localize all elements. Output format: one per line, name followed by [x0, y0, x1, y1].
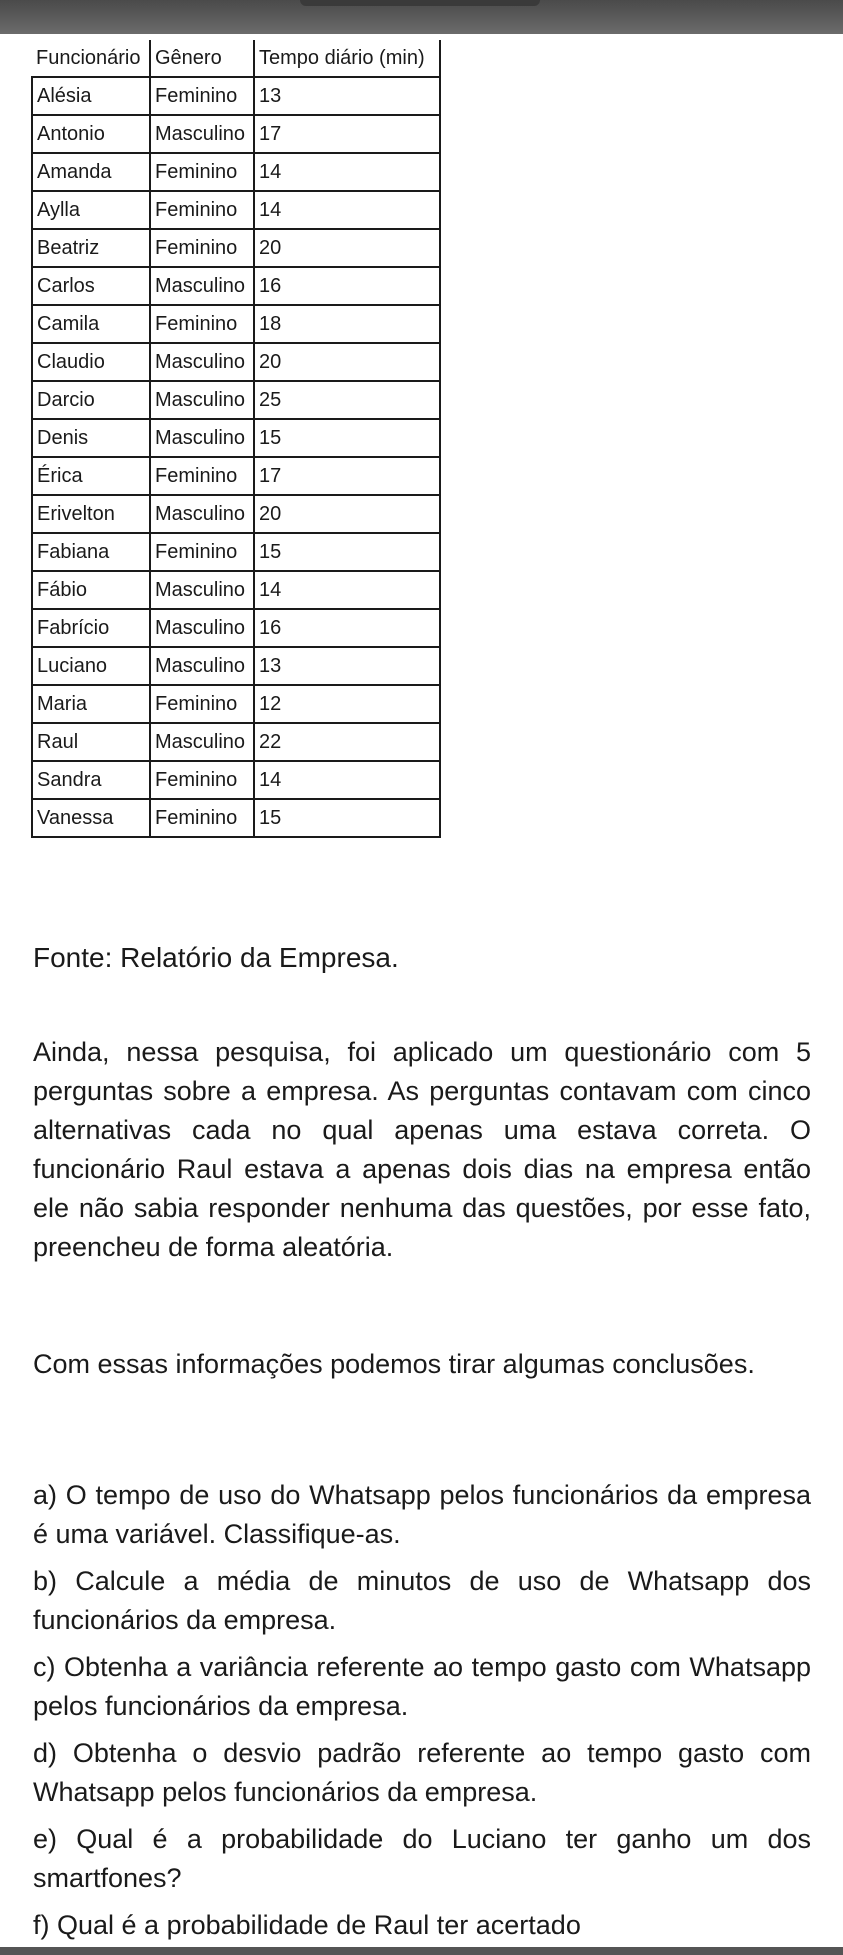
gender-cell: Feminino — [150, 229, 254, 267]
employee-name-cell: Erivelton — [32, 495, 150, 533]
daily-time-cell: 22 — [254, 723, 440, 761]
gender-cell: Feminino — [150, 153, 254, 191]
gender-cell: Feminino — [150, 457, 254, 495]
questions-list — [33, 1476, 811, 1953]
daily-time-cell: 17 — [254, 457, 440, 495]
daily-time-cell: 15 — [254, 799, 440, 837]
employee-name-cell: Maria — [32, 685, 150, 723]
gender-cell: Feminino — [150, 305, 254, 343]
bottom-edge-bar — [0, 1947, 843, 1955]
top-bar-notch — [300, 0, 540, 6]
table-row — [32, 419, 440, 457]
header-genero: Gênero — [150, 40, 254, 77]
header-funcionario: Funcionário — [32, 40, 150, 77]
gender-cell: Masculino — [150, 343, 254, 381]
employee-name-cell: Carlos — [32, 267, 150, 305]
employee-name-cell: Claudio — [32, 343, 150, 381]
employee-name-cell: Luciano — [32, 647, 150, 685]
question-d: d) Obtenha o desvio padrão referente ao tempo gasto com Whatsapp pelos funcionários da empresa. — [33, 1738, 811, 1807]
gender-cell: Masculino — [150, 609, 254, 647]
gender-cell: Masculino — [150, 419, 254, 457]
header-tempo: Tempo diário (min) — [254, 40, 440, 77]
daily-time-cell: 20 — [254, 495, 440, 533]
employee-name-cell: Fabiana — [32, 533, 150, 571]
question-a: a) O tempo de uso do Whatsapp pelos funcionários da empresa é uma variável. Classifique-as. — [33, 1480, 811, 1549]
daily-time-cell: 17 — [254, 115, 440, 153]
employee-name-cell: Raul — [32, 723, 150, 761]
employee-name-cell: Érica — [32, 457, 150, 495]
daily-time-cell: 15 — [254, 419, 440, 457]
gender-cell: Feminino — [150, 799, 254, 837]
question-b: b) Calcule a média de minutos de uso de Whatsapp dos funcionários da empresa. — [33, 1566, 811, 1635]
table-row — [32, 533, 440, 571]
table-row — [32, 229, 440, 267]
gender-cell: Masculino — [150, 115, 254, 153]
daily-time-cell: 13 — [254, 647, 440, 685]
employee-name-cell: Amanda — [32, 153, 150, 191]
table-row — [32, 647, 440, 685]
table-row — [32, 191, 440, 229]
table-row — [32, 571, 440, 609]
table-row — [32, 761, 440, 799]
gender-cell: Feminino — [150, 761, 254, 799]
table-row — [32, 153, 440, 191]
gender-cell: Feminino — [150, 685, 254, 723]
daily-time-cell: 14 — [254, 571, 440, 609]
employee-table-container — [31, 40, 441, 838]
employee-name-cell: Fabrício — [32, 609, 150, 647]
daily-time-cell: 20 — [254, 343, 440, 381]
table-body — [32, 40, 440, 837]
table-row — [32, 381, 440, 419]
table-row — [32, 115, 440, 153]
table-row — [32, 343, 440, 381]
paragraph-questionnaire: Ainda, nessa pesquisa, foi aplicado um questionário com 5 perguntas sobre a empresa. As perguntas contavam com cinco alternativas cada no qual apenas uma estava correta. O funcionário Raul estava a apenas dois dias na empresa então ele não sabia responder nenhuma das questões, por esse fato, preencheu de forma aleatória. — [33, 1037, 811, 1262]
daily-time-cell: 12 — [254, 685, 440, 723]
top-status-bar — [0, 0, 843, 34]
employee-name-cell: Aylla — [32, 191, 150, 229]
gender-cell: Feminino — [150, 191, 254, 229]
gender-cell: Masculino — [150, 723, 254, 761]
gender-cell: Masculino — [150, 267, 254, 305]
daily-time-cell: 14 — [254, 153, 440, 191]
gender-cell: Masculino — [150, 495, 254, 533]
gender-cell: Feminino — [150, 77, 254, 115]
employee-name-cell: Denis — [32, 419, 150, 457]
daily-time-cell: 25 — [254, 381, 440, 419]
employee-name-cell: Beatriz — [32, 229, 150, 267]
daily-time-cell: 16 — [254, 267, 440, 305]
table-row — [32, 267, 440, 305]
daily-time-cell: 20 — [254, 229, 440, 267]
gender-cell: Masculino — [150, 571, 254, 609]
daily-time-cell: 13 — [254, 77, 440, 115]
employee-name-cell: Sandra — [32, 761, 150, 799]
table-row — [32, 799, 440, 837]
table-row — [32, 609, 440, 647]
employee-name-cell: Vanessa — [32, 799, 150, 837]
question-c: c) Obtenha a variância referente ao tempo gasto com Whatsapp pelos funcionários da empresa. — [33, 1652, 811, 1721]
daily-time-cell: 14 — [254, 191, 440, 229]
daily-time-cell: 15 — [254, 533, 440, 571]
employee-name-cell: Alésia — [32, 77, 150, 115]
table-row — [32, 495, 440, 533]
gender-cell: Masculino — [150, 647, 254, 685]
employee-name-cell: Antonio — [32, 115, 150, 153]
table-row — [32, 305, 440, 343]
source-note: Fonte: Relatório da Empresa. — [33, 942, 399, 973]
employee-whatsapp-table — [31, 40, 441, 838]
employee-name-cell: Fábio — [32, 571, 150, 609]
employee-name-cell: Camila — [32, 305, 150, 343]
table-row — [32, 685, 440, 723]
table-row — [32, 723, 440, 761]
table-row — [32, 457, 440, 495]
daily-time-cell: 16 — [254, 609, 440, 647]
gender-cell: Masculino — [150, 381, 254, 419]
table-row — [32, 77, 440, 115]
employee-name-cell: Darcio — [32, 381, 150, 419]
question-f: f) Qual é a probabilidade de Raul ter acertado — [33, 1910, 581, 1940]
daily-time-cell: 14 — [254, 761, 440, 799]
question-e: e) Qual é a probabilidade do Luciano ter ganho um dos smartfones? — [33, 1824, 811, 1893]
daily-time-cell: 18 — [254, 305, 440, 343]
gender-cell: Feminino — [150, 533, 254, 571]
paragraph-conclusions: Com essas informações podemos tirar algumas conclusões. — [33, 1349, 755, 1379]
table-header-row — [32, 40, 440, 77]
